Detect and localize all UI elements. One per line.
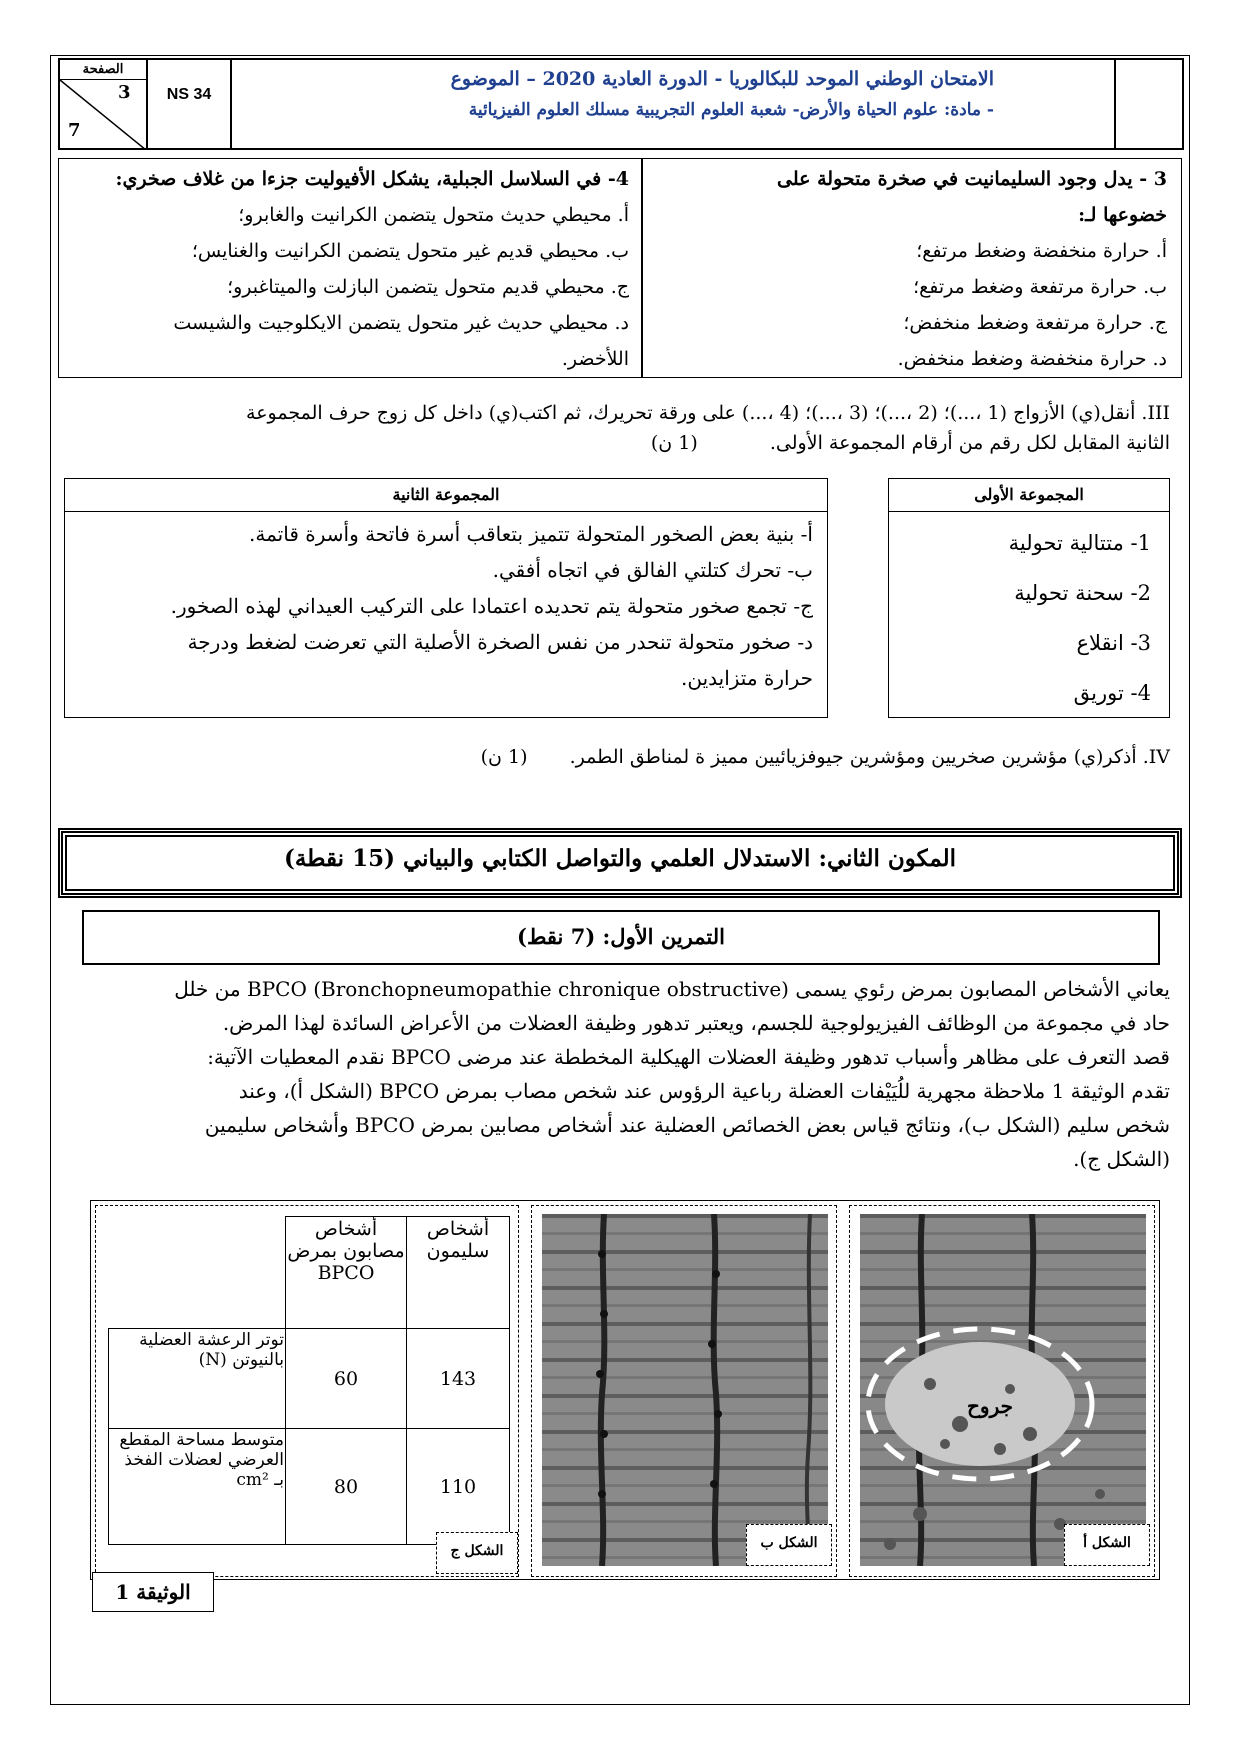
- q4-option-b: ب. محيطي قديم غير متحول يتضمن الكرانيت والغنايس؛: [191, 240, 629, 262]
- part-4-text: IV. أذكر(ي) مؤشرين صخريين ومؤشرين جيوفزيائيين مميز ة لمناطق الطمر.: [569, 746, 1170, 768]
- question-4: [58, 158, 642, 378]
- group-2-item-a: أ- بنية بعض الصخور المتحولة تتميز بتعاقب أسرة فاتحة وأسرة قاتمة.: [249, 522, 813, 546]
- figure-c: [95, 1205, 519, 1577]
- figure-b: [531, 1205, 837, 1577]
- group-1-item-2: 2- سحنة تحولية: [1014, 581, 1151, 605]
- cell-area-patients: 80: [286, 1429, 407, 1545]
- micrograph-bpco: [860, 1214, 1146, 1566]
- question-3: [642, 158, 1182, 378]
- exam-title: الامتحان الوطني الموحد للبكالوريا - الدورة العادية 2020 – الموضوع: [450, 68, 994, 90]
- document-1-label: الوثيقة 1: [92, 1572, 214, 1612]
- q3-option-b: ب. حرارة مرتفعة وضغط مرتفع؛: [913, 276, 1167, 298]
- figure-c-label: الشكل ج: [436, 1532, 518, 1574]
- section-2-box: [58, 828, 1182, 898]
- micrograph-healthy: [542, 1214, 828, 1566]
- part-3-line2: الثانية المقابل لكل رقم من أرقام المجموعة الأولى.: [769, 432, 1170, 454]
- title-cell: [230, 60, 1114, 148]
- part-4-points: (1 ن): [480, 746, 528, 768]
- exercise-1-box: [82, 910, 1160, 965]
- col-header-patients: أشخاص مصابون بمرض BPCO: [286, 1217, 407, 1329]
- q3-option-c: ج. حرارة مرتفعة وضغط منخفض؛: [903, 312, 1167, 334]
- figure-a: [849, 1205, 1155, 1577]
- empty-corner: [109, 1217, 286, 1329]
- row-label-area: متوسط مساحة المقطع العرضي لعضلات الفخذ بـ cm²: [109, 1429, 286, 1545]
- group-2-item-d: د- صخور متحولة تنحدر من نفس الصخرة الأصلية التي تعرضت لضغط ودرجة: [187, 630, 813, 654]
- group-2-item-d-cont: حرارة متزايدين.: [680, 666, 813, 690]
- intro-line-6: (الشكل ج).: [1073, 1147, 1170, 1171]
- group-1-item-4: 4- توريق: [1073, 681, 1151, 705]
- cell-area-healthy: 110: [407, 1429, 510, 1545]
- blank-cell: [1114, 60, 1184, 148]
- part-4-question: [70, 746, 1170, 768]
- q4-title: 4- في السلاسل الجبلية، يشكل الأفيوليت جزءا من غلاف صخري:: [115, 168, 629, 190]
- exam-header: [58, 58, 1184, 150]
- cell-tension-patients: 60: [286, 1329, 407, 1429]
- group-2-title: المجموعة الثانية: [65, 479, 827, 512]
- figure-b-label: الشكل ب: [746, 1524, 832, 1566]
- col-header-healthy: أشخاص سليمون: [407, 1217, 510, 1329]
- lesion-label: جروح: [967, 1394, 1013, 1418]
- group-1-title: المجموعة الأولى: [889, 479, 1169, 512]
- intro-line-1: يعاني الأشخاص المصابون بمرض رئوي يسمى BPCO (Bronchopneumopathie chronique obstructive) من خلل: [174, 977, 1170, 1001]
- q4-option-d: د. محيطي حديث غير متحول يتضمن الايكلوجيت والشيست: [173, 312, 629, 334]
- exam-code: NS 34: [166, 86, 212, 103]
- q4-option-c: ج. محيطي قديم متحول يتضمن البازلت والميتاغبرو؛: [227, 276, 629, 298]
- q3-option-d: د. حرارة منخفضة وضغط منخفض.: [897, 348, 1167, 370]
- part-3-instructions: [70, 398, 1170, 458]
- code-cell: [146, 60, 230, 148]
- q3-option-a: أ. حرارة منخفضة وضغط مرتفع؛: [916, 240, 1167, 262]
- group-1-item-1: 1- متتالية تحولية: [1008, 531, 1151, 555]
- group-2-table: [64, 478, 828, 718]
- page-number: 3: [118, 82, 131, 103]
- group-2-item-b: ب- تحرك كتلتي الفالق في اتجاه أفقي.: [492, 558, 813, 582]
- intro-line-2: حاد في مجموعة من الوظائف الفيزيولوجية للجسم، ويعتبر تدهور وظيفة العضلات من الأعراض السائدة لهذا المرض.: [222, 1011, 1170, 1035]
- exercise-1-intro: [70, 972, 1170, 1176]
- cell-tension-healthy: 143: [407, 1329, 510, 1429]
- part-3-line1: III. أنقل(ي) الأزواج (1 ،...)؛ (2 ،...)؛ (3 ،...)؛ (4 ،...) على ورقة تحريرك، ثم اكتب(ي) داخل كل زوج حرف المجموعة: [246, 402, 1170, 424]
- figure-c-table: [108, 1216, 510, 1545]
- row-label-tension: توتر الرعشة العضلية بالنيوتن (N): [109, 1329, 286, 1429]
- group-1-table: [888, 478, 1170, 718]
- q3-title: 3 - يدل وجود السليمانيت في صخرة متحولة على: [777, 168, 1167, 190]
- page-number-cell: [60, 60, 146, 148]
- intro-line-4: تقدم الوثيقة 1 ملاحظة مجهرية للُيَيْفات العضلة رباعية الرؤوس عند شخص مصاب بمرض BPCO (الشكل أ)، وعند: [238, 1079, 1170, 1103]
- q4-option-d-cont: اللأخضر.: [561, 348, 629, 370]
- group-2-item-c: ج- تجمع صخور متحولة يتم تحديده اعتمادا على التركيب العيداني لهذه الصخور.: [170, 594, 813, 618]
- group-1-item-3: 3- انقلاع: [1076, 631, 1151, 655]
- part-3-points: (1 ن): [650, 432, 698, 454]
- q3-title-cont: خضوعها لـ:: [1078, 204, 1167, 226]
- exercise-1-title: التمرين الأول: (7 نقط): [517, 924, 725, 949]
- document-1: [90, 1200, 1160, 1580]
- q4-option-a: أ. محيطي حديث متحول يتضمن الكرانيت والغابرو؛: [238, 204, 629, 226]
- figure-a-label: الشكل أ: [1064, 1524, 1150, 1566]
- section-2-title: المكون الثاني: الاستدلال العلمي والتواصل الكتابي والبياني (15 نقطة): [283, 845, 957, 872]
- page-total: 7: [68, 120, 81, 141]
- intro-line-5: شخص سليم (الشكل ب)، ونتائج قياس بعض الخصائص العضلية عند أشخاص مصابين بمرض BPCO وأشخاص سليمين: [204, 1113, 1170, 1137]
- page-label: الصفحة: [60, 60, 146, 80]
- exam-subject: - مادة: علوم الحياة والأرض- شعبة العلوم التجريبية مسلك العلوم الفيزيائية: [468, 100, 994, 120]
- intro-line-3: قصد التعرف على مظاهر وأسباب تدهور وظيفة العضلات الهيكلية المخططة عند مرضى BPCO نقدم المعطيات الآتية:: [207, 1045, 1170, 1069]
